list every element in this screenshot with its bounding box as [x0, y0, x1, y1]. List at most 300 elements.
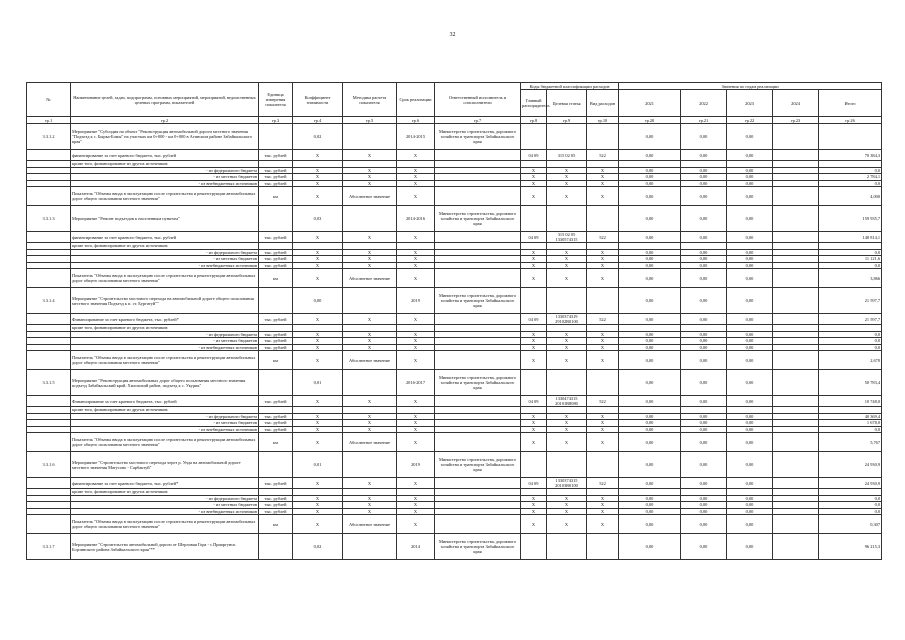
table-cell: X [293, 426, 343, 433]
table-cell [773, 433, 819, 452]
table-cell: X [397, 508, 435, 515]
header-executor: Ответственный исполнитель и соисполнители [435, 83, 521, 117]
table-cell: X [343, 396, 397, 407]
table-cell [259, 288, 293, 314]
table-cell: X [397, 495, 435, 502]
table-cell: 3.3.1.3 [27, 206, 71, 232]
table-cell: X [293, 331, 343, 338]
table-cell: 0,00 [619, 396, 681, 407]
table-row [27, 478, 882, 489]
table-cell: 0,00 [727, 174, 773, 181]
table-cell: 148 814,1 [819, 232, 882, 243]
table-cell: 522 [587, 232, 619, 243]
table-cell: X [343, 180, 397, 187]
table-cell: км [259, 187, 293, 206]
column-number-cell: гр.3 [259, 117, 293, 124]
table-cell: 0,00 [727, 534, 773, 560]
table-cell: 0,00 [619, 420, 681, 427]
table-cell [27, 150, 71, 161]
column-number-row [27, 117, 882, 124]
table-cell: X [293, 420, 343, 427]
table-cell: финансирование за счет краевого бюджета, тыс. рублей [71, 150, 259, 161]
table-cell: тыс. рублей [259, 508, 293, 515]
table-cell: 2014-2015 [397, 124, 435, 150]
table-cell: финансирование за счет краевого бюджета, тыс. рублей* [71, 478, 259, 489]
table-cell [773, 478, 819, 489]
table-cell: 0,00 [681, 288, 727, 314]
table-cell: X [293, 150, 343, 161]
table-cell: 0,00 [619, 174, 681, 181]
page-number: 32 [449, 32, 456, 38]
table-cell: - из внебюджетных источников [71, 508, 259, 515]
table-cell: 0,00 [619, 232, 681, 243]
table-cell: X [293, 174, 343, 181]
table-cell: 0,01 [293, 370, 343, 396]
table-cell: 0,0 [819, 426, 882, 433]
table-cell: X [343, 249, 397, 256]
table-cell [259, 452, 293, 478]
table-cell: 0,00 [681, 249, 727, 256]
table-cell: X [547, 413, 587, 420]
table-cell: кроме того, финансирование из других источников: [71, 325, 259, 332]
table-cell: X [293, 269, 343, 288]
table-cell: 0,00 [681, 534, 727, 560]
table-cell: X [587, 262, 619, 269]
table-cell: 0,00 [619, 426, 681, 433]
header-year-2021: 2021 [619, 90, 681, 117]
table-cell: X [397, 331, 435, 338]
table-cell: X [343, 508, 397, 515]
table-cell: X [587, 167, 619, 174]
table-cell: X [547, 187, 587, 206]
table-cell: 315 02 05 1330574315 [547, 232, 587, 243]
table-cell: X [587, 433, 619, 452]
table-cell: 522 [587, 396, 619, 407]
table-cell: 0,00 [727, 433, 773, 452]
table-cell: Министерство строительства, дорожного хозяйства и транспорта Забайкальского края [435, 370, 521, 396]
table-cell: X [343, 495, 397, 502]
table-cell: 0,00 [681, 150, 727, 161]
column-number-cell: гр.5 [343, 117, 397, 124]
table-cell: тыс. рублей [259, 150, 293, 161]
table-cell: X [521, 502, 547, 509]
table-cell: Министерство строительства, дорожного хозяйства и транспорта Забайкальского края [435, 534, 521, 560]
table-cell [27, 351, 71, 370]
table-cell [587, 370, 619, 396]
table-cell: X [547, 269, 587, 288]
table-cell: 0,00 [727, 288, 773, 314]
table-cell: X [521, 351, 547, 370]
table-cell [259, 534, 293, 560]
table-cell: X [547, 515, 587, 534]
table-cell: - из федерального бюджета [71, 167, 259, 174]
table-cell: X [397, 180, 435, 187]
header-budget-codes: Коды бюджетной классификации расходов [521, 83, 619, 90]
table-cell: 0,02 [293, 124, 343, 150]
table-cell [435, 433, 521, 452]
table-cell: 1 678,0 [819, 420, 882, 427]
table-cell: 96 215,3 [819, 534, 882, 560]
table-cell: X [293, 508, 343, 515]
table-cell: X [397, 478, 435, 489]
table-cell: X [343, 478, 397, 489]
table-cell: 0,00 [681, 331, 727, 338]
table-cell: X [521, 180, 547, 187]
table-cell: 11 121,6 [819, 256, 882, 263]
table-cell: 0,00 [681, 420, 727, 427]
column-number-cell: гр.9 [547, 117, 587, 124]
table-cell: 0,00 [619, 150, 681, 161]
table-cell [435, 314, 521, 325]
table-cell: 0,00 [681, 314, 727, 325]
table-cell: финансирование за счет краевого бюджета, тыс. рублей [71, 232, 259, 243]
header-method: Методика расчета показателя [343, 83, 397, 117]
table-cell: Абсолютное значение [343, 515, 397, 534]
table-cell [343, 534, 397, 560]
table-cell: 0,00 [681, 269, 727, 288]
table-row [27, 288, 882, 314]
table-cell: 0,00 [619, 288, 681, 314]
table-cell: X [397, 413, 435, 420]
table-cell: 0,00 [619, 331, 681, 338]
header-target-article: Целевая статья [547, 90, 587, 117]
table-cell: X [397, 174, 435, 181]
table-cell: 0,00 [681, 396, 727, 407]
table-cell: X [547, 180, 587, 187]
table-row [27, 206, 882, 232]
table-cell [259, 124, 293, 150]
table-cell: 0,307 [819, 515, 882, 534]
table-cell [343, 370, 397, 396]
table-cell [587, 124, 619, 150]
table-cell: X [293, 167, 343, 174]
table-cell: 0,00 [681, 174, 727, 181]
table-cell [773, 150, 819, 161]
table-cell: X [397, 249, 435, 256]
table-cell: 0,00 [619, 180, 681, 187]
header-year-2024: 2024 [773, 90, 819, 117]
column-number-cell: гр.6 [397, 117, 435, 124]
table-cell: 522 [587, 314, 619, 325]
table-cell: 0,00 [681, 515, 727, 534]
table-cell: 0,00 [727, 331, 773, 338]
table-cell: X [397, 515, 435, 534]
table-cell: X [547, 331, 587, 338]
table-body [27, 124, 882, 560]
table-cell: 0,00 [619, 370, 681, 396]
table-cell: X [397, 232, 435, 243]
table-cell: 1330374315 20103R0100 [547, 478, 587, 489]
table-cell: X [587, 338, 619, 345]
table-cell: - из внебюджетных источников [71, 344, 259, 351]
table-cell [587, 534, 619, 560]
table-cell: кроме того, финансирование из других источников: [71, 489, 259, 496]
table-cell: X [521, 426, 547, 433]
table-cell: X [343, 232, 397, 243]
table-cell: 0,0 [819, 331, 882, 338]
table-cell [547, 288, 587, 314]
table-cell: X [521, 167, 547, 174]
table-cell: 0,00 [727, 249, 773, 256]
table-cell: тыс. рублей [259, 344, 293, 351]
column-number-cell: гр.1 [27, 117, 71, 124]
table-cell [259, 370, 293, 396]
table-cell: X [521, 495, 547, 502]
table-cell: 0,00 [619, 249, 681, 256]
table-cell: 0,03 [293, 206, 343, 232]
table-cell: 0,00 [619, 495, 681, 502]
table-cell: X [397, 269, 435, 288]
table-cell: 0,01 [293, 452, 343, 478]
table-cell: 0,00 [727, 396, 773, 407]
header-coefficient: Коэффициент значимости [293, 83, 343, 117]
table-row [27, 150, 882, 161]
header-year-values: Значения по годам реализации [619, 83, 882, 90]
table-cell [773, 124, 819, 150]
table-cell: 0,0 [819, 502, 882, 509]
table-cell: 0,00 [727, 452, 773, 478]
table-cell: X [397, 396, 435, 407]
table-cell [27, 396, 71, 407]
table-cell [773, 351, 819, 370]
table-cell: X [397, 167, 435, 174]
table-cell: - из федерального бюджета [71, 249, 259, 256]
table-cell: 0,00 [619, 508, 681, 515]
table-cell: тыс. рублей [259, 167, 293, 174]
table-cell: X [587, 174, 619, 181]
table-row [27, 452, 882, 478]
table-cell: км [259, 351, 293, 370]
table-cell: 0,00 [727, 426, 773, 433]
header-name: Наименование целей, задач, подпрограмм, основных мероприятий, мероприятий, ведомственных целевых программ, показателей [71, 83, 259, 117]
table-cell: 0,00 [727, 344, 773, 351]
column-number-cell: гр.21 [681, 117, 727, 124]
table-cell [819, 124, 882, 150]
table-cell: 522 [587, 478, 619, 489]
table-cell [587, 288, 619, 314]
table-cell: X [343, 174, 397, 181]
table-cell: тыс. рублей [259, 396, 293, 407]
table-cell: 3.3.1.4 [27, 288, 71, 314]
table-cell: X [547, 426, 587, 433]
table-row [27, 351, 882, 370]
table-cell: 04 09 [521, 314, 547, 325]
table-cell: X [293, 413, 343, 420]
table-cell: - из местных бюджетов [71, 338, 259, 345]
table-cell [435, 396, 521, 407]
table-row [27, 515, 882, 534]
table-cell: 0,00 [619, 413, 681, 420]
table-cell: X [397, 262, 435, 269]
table-cell: 2019 [397, 288, 435, 314]
table-cell: X [587, 249, 619, 256]
table-cell: тыс. рублей [259, 495, 293, 502]
table-cell: 0,0 [819, 262, 882, 269]
table-cell: 40 369,4 [819, 413, 882, 420]
table-cell: 21 597,7 [819, 314, 882, 325]
table-cell: 0,00 [681, 232, 727, 243]
table-cell: 0,00 [619, 344, 681, 351]
column-number-cell: гр.2 [71, 117, 259, 124]
table-cell [773, 396, 819, 407]
table-cell: 04 09 [521, 478, 547, 489]
table-cell [547, 534, 587, 560]
table-cell: 04 09 [521, 150, 547, 161]
table-cell: 0,00 [681, 187, 727, 206]
table-cell: X [587, 187, 619, 206]
table-cell: 0,00 [619, 269, 681, 288]
table-cell: 159 935,7 [819, 206, 882, 232]
table-cell: X [293, 502, 343, 509]
table-cell: Министерство строительства, дорожного хозяйства и транспорта Забайкальского края [435, 206, 521, 232]
table-cell: X [343, 420, 397, 427]
table-cell: 0,00 [681, 167, 727, 174]
table-cell: Мероприятие "Субсидия на объект "Реконструкция автомобильной дороги местного значения "Подъезд к с. Бырка-Бомы" на участках км 0+000 - км 0+000 в Агинском районе Забайкальского края" [71, 124, 259, 150]
table-cell: 0,0 [819, 180, 882, 187]
table-cell: X [547, 433, 587, 452]
table-cell: кроме того, финансирование из других источников: [71, 243, 259, 250]
program-table [26, 82, 882, 560]
table-cell: X [397, 344, 435, 351]
table-cell: 0,00 [681, 256, 727, 263]
table-cell: 0,00 [681, 180, 727, 187]
table-cell [27, 478, 71, 489]
table-cell: 0,00 [619, 452, 681, 478]
table-cell: X [587, 420, 619, 427]
table-cell: 2 784,1 [819, 174, 882, 181]
table-cell: X [293, 256, 343, 263]
table-row [27, 370, 882, 396]
table-cell [773, 269, 819, 288]
table-cell: X [293, 396, 343, 407]
table-cell: X [343, 314, 397, 325]
table-cell: Абсолютное значение [343, 351, 397, 370]
table-cell: 0,00 [619, 262, 681, 269]
table-cell: X [587, 413, 619, 420]
table-cell: 0,00 [619, 167, 681, 174]
table-cell [521, 534, 547, 560]
table-cell: км [259, 269, 293, 288]
table-cell [521, 370, 547, 396]
table-cell: 0,00 [619, 187, 681, 206]
table-cell: X [587, 515, 619, 534]
table-cell [343, 452, 397, 478]
table-cell: Министерство строительства, дорожного хозяйства и транспорта Забайкальского края [435, 288, 521, 314]
table-cell [343, 124, 397, 150]
table-cell: 522 [587, 150, 619, 161]
table-cell: 04 09 [521, 232, 547, 243]
table-cell: Абсолютное значение [343, 187, 397, 206]
table-cell: 0,00 [619, 433, 681, 452]
table-cell: X [343, 338, 397, 345]
table-cell: X [587, 180, 619, 187]
table-cell: X [587, 495, 619, 502]
column-number-cell: гр.10 [587, 117, 619, 124]
header-total: Итого [819, 90, 882, 117]
column-number-cell: гр.7 [435, 117, 521, 124]
table-cell: 0,00 [681, 206, 727, 232]
table-cell: 2014-2016 [397, 206, 435, 232]
table-cell: X [293, 495, 343, 502]
table-cell: 0,00 [727, 495, 773, 502]
table-cell [343, 206, 397, 232]
table-cell: тыс. рублей [259, 478, 293, 489]
table-cell: 0,02 [293, 534, 343, 560]
table-cell: X [547, 249, 587, 256]
table-cell: 0,00 [619, 124, 681, 150]
table-cell: 0,00 [727, 256, 773, 263]
table-cell: 0,00 [727, 187, 773, 206]
table-cell: X [293, 187, 343, 206]
table-cell: X [343, 167, 397, 174]
table-cell: - из местных бюджетов [71, 420, 259, 427]
table-cell: X [521, 344, 547, 351]
table-cell: 0,00 [681, 370, 727, 396]
table-cell [587, 206, 619, 232]
table-cell [547, 124, 587, 150]
header-expense-type: Вид расходов [587, 90, 619, 117]
column-number-cell: гр.8 [521, 117, 547, 124]
table-cell: Показатель "Объемы ввода в эксплуатацию после строительства и реконструкции автомобильных дорог общего пользования местного значения" [71, 187, 259, 206]
table-cell: X [397, 338, 435, 345]
table-cell: 0,00 [727, 370, 773, 396]
table-row [27, 433, 882, 452]
table-cell: X [521, 433, 547, 452]
table-cell [521, 288, 547, 314]
table-cell: X [547, 508, 587, 515]
table-cell: X [547, 344, 587, 351]
table-cell: X [397, 426, 435, 433]
table-cell: тыс. рублей [259, 502, 293, 509]
table-cell: 5,767 [819, 433, 882, 452]
table-cell: X [547, 167, 587, 174]
table-cell: тыс. рублей [259, 413, 293, 420]
table-cell: 0,00 [727, 351, 773, 370]
table-cell [435, 150, 521, 161]
table-cell: 0,0 [819, 338, 882, 345]
table-cell: 0,00 [727, 232, 773, 243]
table-cell: X [293, 180, 343, 187]
table-cell [27, 187, 71, 206]
table-cell: X [343, 262, 397, 269]
table-cell: 0,00 [727, 314, 773, 325]
table-cell: Финансирование за счет краевого бюджета, тыс. рублей [71, 396, 259, 407]
table-cell: X [587, 426, 619, 433]
table-cell: X [547, 420, 587, 427]
table-cell: X [547, 338, 587, 345]
table-cell: X [293, 515, 343, 534]
table-cell: X [397, 187, 435, 206]
table-cell [547, 452, 587, 478]
table-cell: 0,00 [619, 502, 681, 509]
header-year-2022: 2022 [681, 90, 727, 117]
table-cell: 0,00 [681, 344, 727, 351]
table-cell: Министерство строительства, дорожного хозяйства и транспорта Забайкальского края [435, 452, 521, 478]
table-cell: - из местных бюджетов [71, 256, 259, 263]
table-cell: Финансирование за счет краевого бюджета, тыс. рублей* [71, 314, 259, 325]
table-cell: Мероприятие "Строительство автомобильной дороги от Шерловая Гора - с.Приаргунск Борзинского района Забайкальского края"** [71, 534, 259, 560]
table-cell: - из местных бюджетов [71, 502, 259, 509]
table-cell [773, 314, 819, 325]
table-cell: 1330474315 20101R8080 [547, 396, 587, 407]
table-cell: X [587, 508, 619, 515]
table-cell: 0,00 [727, 262, 773, 269]
table-cell [773, 534, 819, 560]
table-cell: X [547, 256, 587, 263]
table-cell: тыс. рублей [259, 249, 293, 256]
table-cell: X [587, 256, 619, 263]
table-cell: тыс. рублей [259, 331, 293, 338]
